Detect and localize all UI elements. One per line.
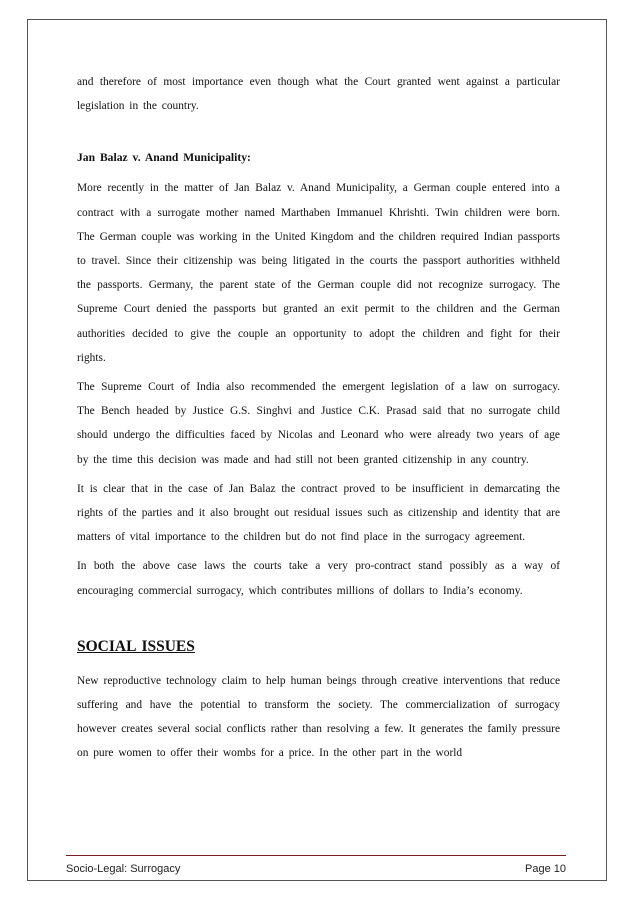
section-title: SOCIAL ISSUES (77, 637, 195, 655)
footer-rule (66, 855, 566, 856)
case-paragraph-2: The Supreme Court of India also recommended the emergent legislation of a law on surrogacy. The Bench headed by Justice G.S. Singhvi and Justice C.K. Prasad said that no surrogate child should undergo the difficulties faced by Nicolas and Leonard who were already two years of age by the time this decision was made and had still not been granted citizenship in any country. (77, 381, 560, 466)
footer-title: Socio-Legal: Surrogacy (66, 863, 181, 875)
case-paragraph-3: It is clear that in the case of Jan Balaz the contract proved to be insufficient in demarcating the rights of the parties and it also brought out residual issues such as citizenship and identity that are matters of vital importance to the children but do not find place in the surrogacy agreement. (77, 482, 560, 544)
intro-paragraph: and therefore of most importance even though what the Court granted went against a particular legislation in the country. (77, 76, 560, 113)
social-paragraph-1: New reproductive technology claim to help human beings through creative interventions that reduce suffering and have the potential to transform the society. The commercialization of surrogacy however creates several social conflicts rather than resolving a few. It generates the family pressure on pure women to offer their wombs for a price. In the other part in the world (77, 674, 560, 760)
page-number: Page 10 (525, 863, 566, 875)
case-heading: Jan Balaz v. Anand Municipality: (77, 151, 251, 165)
case-paragraph-1: More recently in the matter of Jan Balaz v. Anand Municipality, a German couple entered into a contract with a surrogate mother named Marthaben Immanuel Khrishti. Twin children were born. The German couple was working in the United Kingdom and the children required Indian passports to travel. Since their citizenship was being litigated in the courts the passport authorities withheld the passports. Germany, the parent state of the German couple did not recognize surrogacy. The Supreme Court denied the passports but granted an exit permit to the children and the German authorities decided to give the couple an opportunity to adopt the children and fight for their rights. (77, 182, 560, 364)
document-body (77, 70, 560, 766)
case-paragraph-4: In both the above case laws the courts take a very pro-contract stand possibly as a way of encouraging commercial surrogacy, which contributes millions of dollars to India’s economy. (77, 560, 560, 597)
